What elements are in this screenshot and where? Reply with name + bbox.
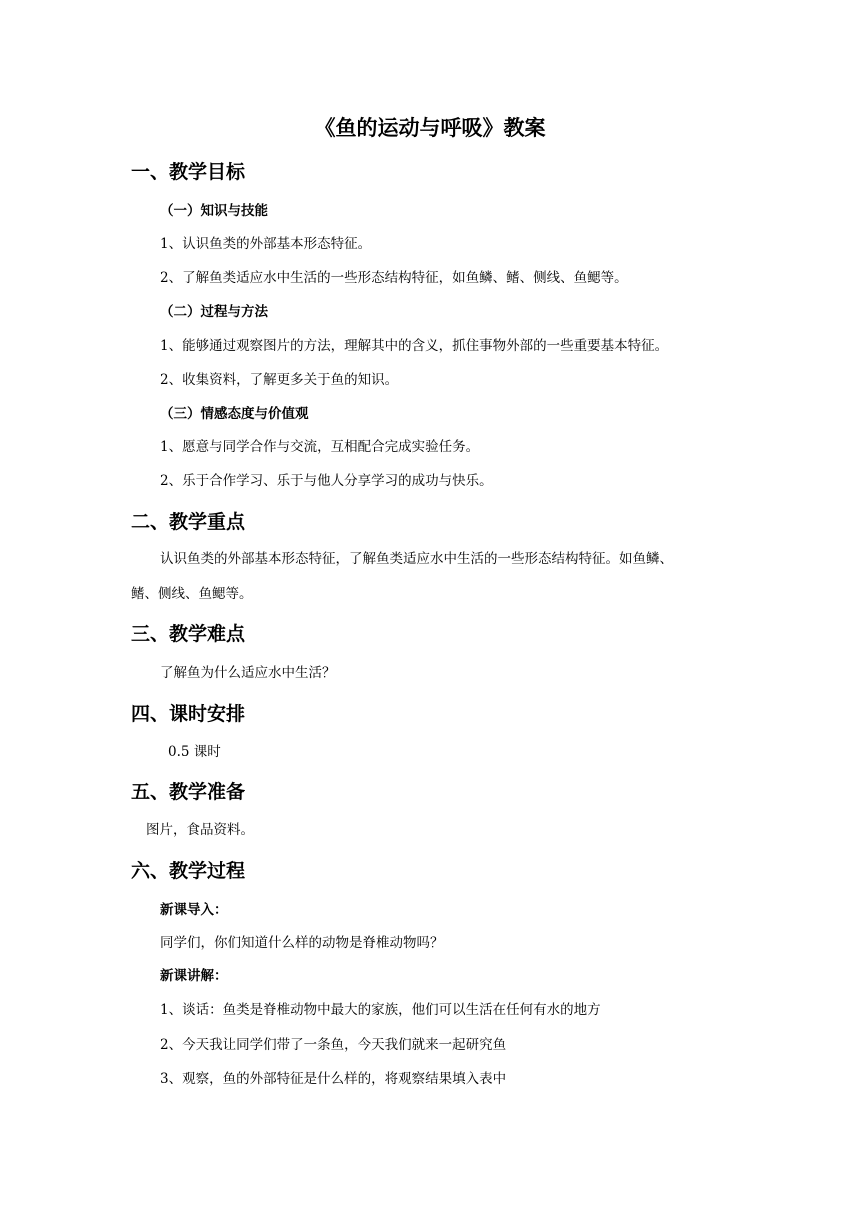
list-item: 1、能够通过观察图片的方法，理解其中的含义，抓住事物外部的一些重要基本特征。 bbox=[160, 338, 669, 354]
section-heading-schedule: 四、课时安排 bbox=[131, 703, 246, 725]
paragraph-line: 了解鱼为什么适应水中生活？ bbox=[160, 665, 336, 681]
section-heading-teaching-process: 六、教学过程 bbox=[131, 860, 246, 882]
list-item: 1、谈话：鱼类是脊椎动物中最大的家族，他们可以生活在任何有水的地方 bbox=[160, 1002, 601, 1018]
list-item: 1、认识鱼类的外部基本形态特征。 bbox=[160, 236, 372, 252]
subsection-heading-introduction: 新课导入： bbox=[160, 902, 228, 918]
paragraph-line: 同学们，你们知道什么样的动物是脊椎动物吗？ bbox=[160, 935, 444, 951]
paragraph-line: 鳍、侧线、鱼鳃等。 bbox=[131, 586, 253, 602]
section-heading-teaching-objectives: 一、教学目标 bbox=[131, 161, 246, 183]
list-item: 2、收集资料，了解更多关于鱼的知识。 bbox=[160, 372, 399, 388]
paragraph-line: 图片，食品资料。 bbox=[146, 822, 254, 838]
paragraph-line: 0.5 课时 bbox=[168, 744, 221, 760]
subsection-heading-knowledge-skills: （一）知识与技能 bbox=[160, 203, 268, 219]
document-title: 《鱼的运动与呼吸》教案 bbox=[314, 116, 546, 140]
list-item: 2、了解鱼类适应水中生活的一些形态结构特征，如鱼鳞、鳍、侧线、鱼鳃等。 bbox=[160, 270, 628, 286]
subsection-heading-process-methods: （二）过程与方法 bbox=[160, 304, 268, 320]
list-item: 3、观察，鱼的外部特征是什么样的，将观察结果填入表中 bbox=[160, 1071, 507, 1087]
list-item: 2、乐于合作学习、乐于与他人分享学习的成功与快乐。 bbox=[160, 473, 493, 489]
list-item: 2、今天我让同学们带了一条鱼，今天我们就来一起研究鱼 bbox=[160, 1037, 507, 1053]
section-heading-key-points: 二、教学重点 bbox=[131, 511, 246, 533]
section-heading-difficulties: 三、教学难点 bbox=[131, 623, 246, 645]
subsection-heading-attitudes-values: （三）情感态度与价值观 bbox=[160, 406, 309, 422]
paragraph-line: 认识鱼类的外部基本形态特征，了解鱼类适应水中生活的一些形态结构特征。如鱼鳞、 bbox=[160, 551, 673, 567]
subsection-heading-lecture: 新课讲解： bbox=[160, 968, 228, 984]
section-heading-preparation: 五、教学准备 bbox=[131, 781, 246, 803]
list-item: 1、愿意与同学合作与交流，互相配合完成实验任务。 bbox=[160, 439, 480, 455]
